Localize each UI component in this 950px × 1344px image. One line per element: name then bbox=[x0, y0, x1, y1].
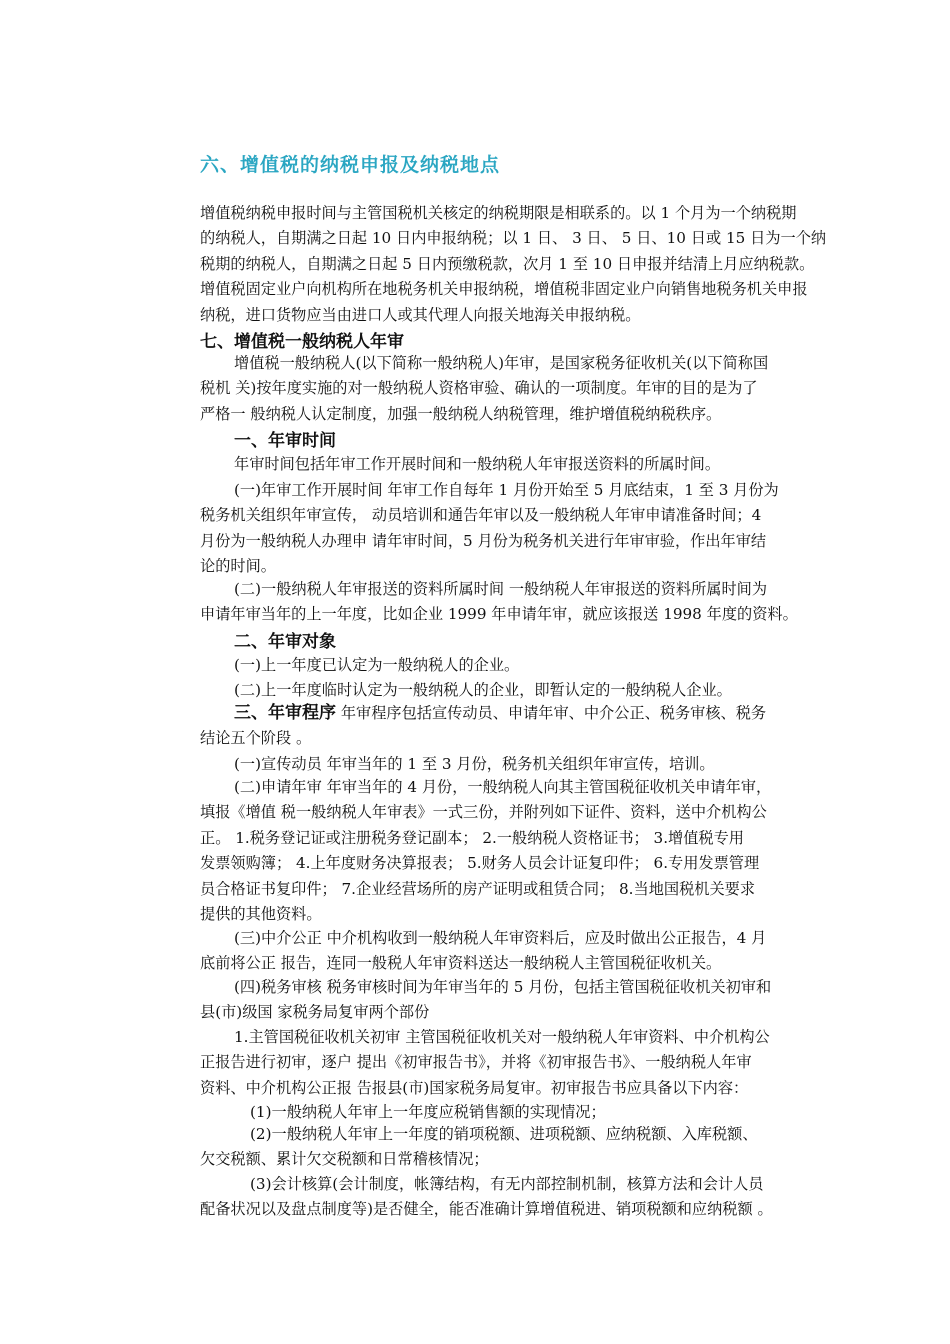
text-line: 的纳税人，自期满之日起 10 日内申报纳税；以 1 日、 3 日、 5 日、10 日或 15 日为一个纳 bbox=[200, 229, 827, 248]
text-line: (二)一般纳税人年审报送的资料所属时间 一般纳税人年审报送的资料所属时间为 bbox=[234, 580, 768, 598]
text-line: (二)申请年审 年审当年的 4 月份，一般纳税人向其主管国税征收机关申请年审， bbox=[234, 778, 772, 796]
text-line: 增值税一般纳税人(以下简称一般纳税人)年审，是国家税务征收机关(以下简称国 bbox=[234, 354, 769, 372]
text-line: (三)中介公正 中介机构收到一般纳税人年审资料后，应及时做出公正报告，4 月 bbox=[234, 929, 767, 947]
para-review-procedure bbox=[200, 701, 840, 752]
para-initial-review bbox=[200, 1025, 840, 1101]
section-6-body bbox=[200, 201, 840, 328]
text-line: (二)上一年度临时认定为一般纳税人的企业，即暂认定的一般纳税人企业。 bbox=[234, 681, 732, 699]
para-work-time bbox=[200, 478, 840, 580]
text-line: 论的时间。 bbox=[200, 557, 276, 576]
text-line: 年审时间包括年审工作开展时间和一般纳税人年审报送资料的所属时间。 bbox=[234, 455, 720, 473]
para-data-period bbox=[200, 577, 840, 628]
text-line bbox=[200, 701, 840, 726]
para-item-3 bbox=[200, 1172, 840, 1223]
text-line: 提供的其他资料。 bbox=[200, 905, 322, 924]
text-line: 税机 关)按年度实施的对一般纳税人资格审验、确认的一项制度。年审的目的是为了 bbox=[200, 379, 758, 398]
inline-text: 年审程序包括宣传动员、申请年审、中介公正、税务审核、税务 bbox=[336, 704, 767, 722]
text-line: 增值税固定业户向机构所在地税务机关申报纳税，增值税非固定业户向销售地税务机关申报 bbox=[200, 280, 808, 299]
text-line: 底前将公正 报告，连同一般税人年审资料送达一般纳税人主管国税征收机关。 bbox=[200, 954, 722, 973]
text-line: (一)年审工作开展时间 年审工作自每年 1 月份开始至 5 月底结束，1 至 3 月份为 bbox=[234, 481, 779, 499]
para-tax-audit bbox=[200, 975, 840, 1026]
para-apply-review bbox=[200, 775, 840, 927]
text-line: (一)宣传动员 年审当年的 1 至 3 月份，税务机关组织年审宣传，培训。 bbox=[234, 755, 715, 773]
text-line: 正报告进行初审，逐户 提出《初审报告书》，并将《初审报告书》、一般纳税人年审 bbox=[200, 1053, 752, 1072]
section-7-heading: 七、增值税一般纳税人年审 bbox=[200, 332, 404, 352]
text-line: 正。 1.税务登记证或注册税务登记副本； 2.一般纳税人资格证书； 3.增值税专用 bbox=[200, 828, 744, 847]
text-line: 资料、中介机构公正报 告报县(市)国家税务局复审。初审报告书应具备以下内容： bbox=[200, 1078, 749, 1097]
text-line: 欠交税额、累计欠交税额和日常稽核情况； bbox=[200, 1150, 489, 1169]
text-line: 税务机关组织年审宣传， 动员培训和通告年审以及一般纳税人年审申请准备时间；4 bbox=[200, 506, 762, 525]
text-line: 发票领购簿； 4.上年度财务决算报表； 5.财务人员会计证复印件； 6.专用发票管理 bbox=[200, 854, 760, 873]
text-line: 结论五个阶段 。 bbox=[200, 729, 312, 748]
text-line: 申请年审当年的上一年度，比如企业 1999 年申请年审，就应该报送 1998 年度的资料。 bbox=[200, 605, 798, 624]
text-line: (一)上一年度已认定为一般纳税人的企业。 bbox=[234, 656, 520, 674]
text-line: 1.主管国税征收机关初审 主管国税征收机关对一般纳税人年审资料、中介机构公 bbox=[234, 1028, 770, 1046]
text-line: 县(市)级国 家税务局复审两个部份 bbox=[200, 1003, 430, 1022]
text-line: 增值税纳税申报时间与主管国税机关核定的纳税期限是相联系的。以 1 个月为一个纳税期 bbox=[200, 204, 797, 222]
subheading-review-target: 二、年审对象 bbox=[234, 632, 336, 652]
text-line: 填报《增值 税一般纳税人年审表》一式三份，并附列如下证件、资料，送中介机构公 bbox=[200, 803, 767, 822]
section-6-heading: 六、增值税的纳税申报及纳税地点 bbox=[200, 154, 501, 176]
para-intermediary bbox=[200, 926, 840, 977]
subheading-review-procedure: 三、年审程序 bbox=[234, 703, 336, 723]
text-line: (1)一般纳税人年审上一年度应税销售额的实现情况； bbox=[250, 1103, 606, 1121]
subheading-annual-review-time: 一、年审时间 bbox=[234, 431, 336, 451]
text-line: 税期的纳税人，自期满之日起 5 日内预缴税款，次月 1 至 10 日申报并结清上月应纳税款。 bbox=[200, 254, 815, 273]
text-line: 员合格证书复印件； 7.企业经营场所的房产证明或租赁合同； 8.当地国税机关要求 bbox=[200, 879, 756, 898]
text-line: 严格一 般纳税人认定制度，加强一般纳税人纳税管理，维护增值税纳税秩序。 bbox=[200, 404, 722, 423]
text-line: (2)一般纳税人年审上一年度的销项税额、进项税额、应纳税额、入库税额、 bbox=[250, 1125, 758, 1143]
text-line: (3)会计核算(会计制度，帐簿结构，有无内部控制机制，核算方法和会计人员 bbox=[250, 1175, 764, 1193]
para-item-2 bbox=[200, 1122, 840, 1173]
text-line: 配备状况以及盘点制度等)是否健全，能否准确计算增值税进、销项税额和应纳税额 。 bbox=[200, 1200, 773, 1219]
section-7-intro bbox=[200, 351, 840, 427]
text-line: (四)税务审核 税务审核时间为年审当年的 5 月份，包括主管国税征收机关初审和 bbox=[234, 978, 772, 996]
text-line: 纳税，进口货物应当由进口人或其代理人向报关地海关申报纳税。 bbox=[200, 305, 641, 324]
text-line: 月份为一般纳税人办理申 请年审时间，5 月份为税务机关进行年审审验，作出年审结 bbox=[200, 531, 767, 550]
